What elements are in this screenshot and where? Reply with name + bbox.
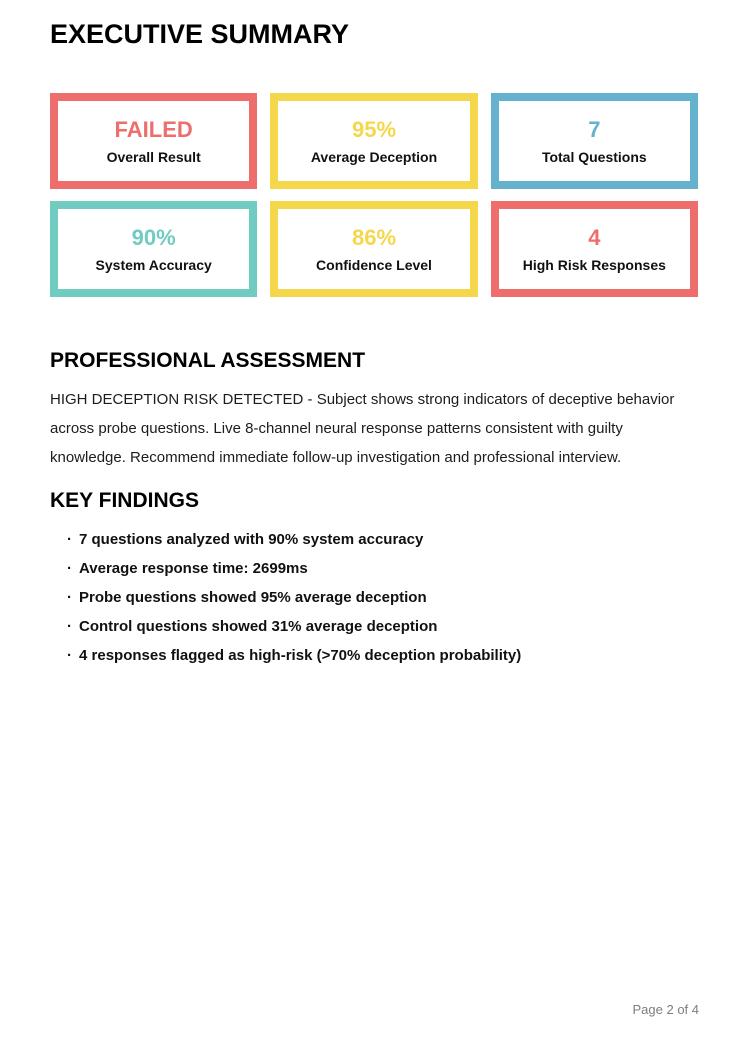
stat-label: Overall Result xyxy=(106,148,201,165)
stat-label: High Risk Responses xyxy=(522,256,666,273)
finding-item xyxy=(67,619,698,635)
bullet-icon: · xyxy=(67,531,72,548)
finding-item xyxy=(67,648,698,664)
page-title: EXECUTIVE SUMMARY xyxy=(50,19,350,49)
finding-text: 4 responses flagged as high-risk (>70% deception probability) xyxy=(79,647,522,664)
finding-text: 7 questions analyzed with 90% system accuracy xyxy=(79,531,424,548)
stat-card-system-accuracy xyxy=(50,201,257,297)
summary-cards-grid xyxy=(50,93,698,297)
stat-label: Confidence Level xyxy=(316,256,432,273)
stat-card-total-questions xyxy=(491,93,698,189)
bullet-icon: · xyxy=(67,589,72,606)
finding-item xyxy=(67,532,698,548)
bullet-icon: · xyxy=(67,560,72,577)
stat-card-overall-result xyxy=(50,93,257,189)
stat-card-confidence-level xyxy=(270,201,477,297)
findings-list xyxy=(50,532,698,664)
stat-value: 4 xyxy=(588,224,601,250)
bullet-icon: · xyxy=(67,647,72,664)
assessment-body: HIGH DECEPTION RISK DETECTED - Subject shows strong indicators of deceptive behavior across probe questions. Live 8-channel neural response patterns consistent with guilty knowledge. Recommend immediate follow-up investigation and professional interview. xyxy=(50,391,675,466)
finding-text: Control questions showed 31% average deception xyxy=(79,618,438,635)
stat-label: Total Questions xyxy=(541,148,647,165)
finding-item xyxy=(67,561,698,577)
stat-value: 7 xyxy=(588,116,601,142)
stat-label: System Accuracy xyxy=(95,256,212,273)
stat-value: FAILED xyxy=(114,116,193,142)
stat-label: Average Deception xyxy=(310,148,438,165)
finding-item xyxy=(67,590,698,606)
stat-value: 90% xyxy=(131,224,176,250)
finding-text: Probe questions showed 95% average deception xyxy=(79,589,427,606)
assessment-heading: PROFESSIONAL ASSESSMENT xyxy=(50,349,366,372)
findings-heading: KEY FINDINGS xyxy=(50,489,199,512)
stat-value: 86% xyxy=(351,224,397,250)
finding-text: Average response time: 2699ms xyxy=(79,560,308,577)
stat-card-average-deception xyxy=(270,93,477,189)
stat-card-high-risk-responses xyxy=(491,201,698,297)
stat-value: 95% xyxy=(351,116,397,142)
page-number: Page 2 of 4 xyxy=(632,1002,699,1017)
bullet-icon: · xyxy=(67,618,72,635)
